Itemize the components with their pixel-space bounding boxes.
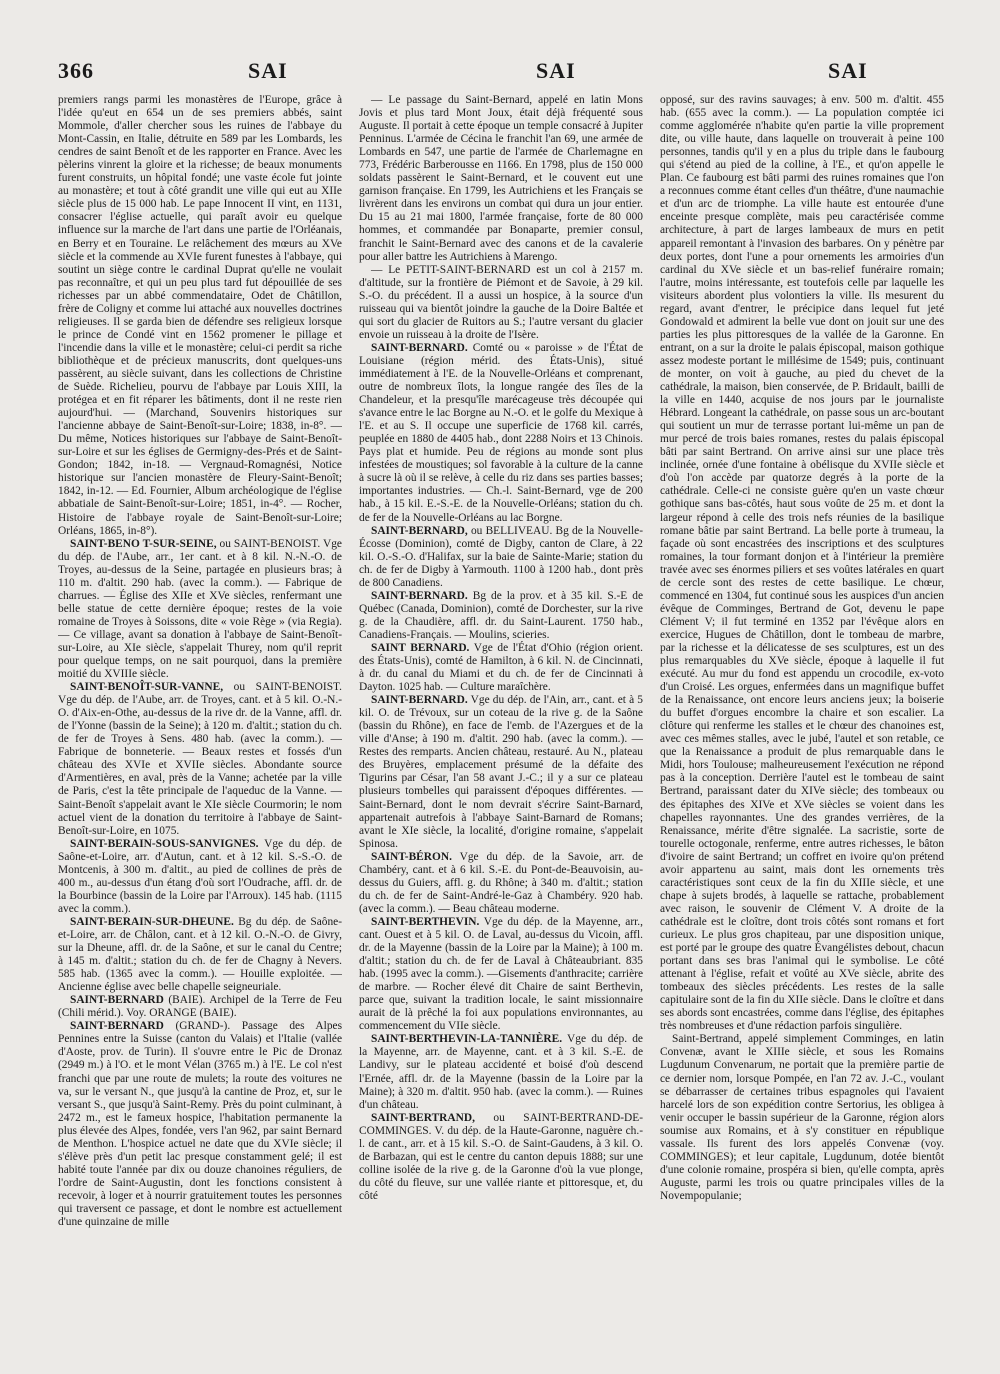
- entry-headword: SAINT-BENOÎT-SUR-VANNE,: [70, 681, 224, 694]
- entry-paragraph: [58, 916, 342, 994]
- entry-text: ou SAINT-BENOIST. Vge du dép. de l'Aube, arr., 1er cant. et à 8 kil. N.-N.-O. de Troyes, au-dessus de la Seine, partagée en plusieurs bras; à 110 m. d'altit. 290 hab. (avec la comm.). — Fabrique de charrues. — Église des XIIe et XVe siècles, renfermant une belle statue de cette dernière époque; restes de la voie romaine de Troyes à Soissons, dite « voie Rège » (via Regia). — Ce village, avant sa donation à l'abbaye de Saint-Benoît-sur-Loire, au XIe siècle, s'appelait Thurey, nom qu'il reprit pour quelque temps, on ne sait pourquoi, dans la première moitié du XVIIIe siècle.: [58, 537, 342, 681]
- entry-text: Comté ou « paroisse » de l'État de Louisiane (région mérid. des États-Unis), situé immédiatement à l'E. de la Nouvelle-Orléans et comprenant, outre de nombreux îlots, la longue rangée des îles de la Chandeleur, et la presqu'île marécageuse très découpée qui s'avance entre le lac Borgne au N.-O. et le golfe du Mexique à l'E. et au S. Il occupe une superficie de 1768 kil. carrés, peuplée en 1880 de 4405 hab., dont 2288 Noirs et 13 Chinois. Pays plat et humide. Peu de régions au monde sont plus infestées de moustiques; sol favorable à la culture de la canne à sucre là où il se relève, à celle du riz dans ses parties basses; importantes industries. — Ch.-l. Saint-Bernard, vge de 200 hab., à 15 kil. E.-S.-E. de la Nouvelle-Orléans; station du ch. de fer de la Nouvelle-Orléans au lac Borgne.: [359, 341, 643, 524]
- column-3: [660, 94, 944, 1356]
- entry-text: Vge du dép. de la Savoie, arr. de Chambéry, cant. et à 6 kil. S.-E. du Pont-de-Beauvoisin, au-dessus du Guiers, affl. g. du Rhône; à 340 m. d'altit.; station du ch. de fer de Saint-André-le-Gaz à Chambéry. 920 hab. (avec la comm.). — Beau château moderne.: [359, 850, 643, 915]
- entry-paragraph: [359, 590, 643, 642]
- entry-headword: SAINT-BERTHEVIN-LA-TANNIÈRE.: [371, 1033, 563, 1046]
- entry-headword: SAINT-BERNARD: [70, 994, 164, 1007]
- entry-paragraph: [359, 1033, 643, 1111]
- entry-headword: SAINT-BERNARD.: [371, 341, 468, 354]
- entry-paragraph: [359, 342, 643, 525]
- entry-text: Vge de l'État d'Ohio (région orient. des États-Unis), comté de Hamilton, à 6 kil. N. de Cincinnati, à dr. du canal du Miami et du ch. de fer de Cincinnati à Dayton. 1025 hab. — Culture maraîchère.: [359, 641, 643, 694]
- entry-text: ou BELLIVEAU. Bg de la Nouvelle-Écosse (Dominion), comté de Digby, canton de Clare, à 22 kil. O.-S.-O. d'Halifax, sur la baie de Sainte-Marie; station du ch. de fer de Digby à Yarmouth. 1100 à 1200 hab., dont près de 800 Canadiens.: [359, 524, 643, 589]
- entry-headword: SAINT-BERNARD.: [371, 589, 468, 602]
- running-head-center: SAI: [536, 58, 576, 83]
- entry-headword: SAINT-BÉRON.: [371, 850, 452, 863]
- page-number: 366: [58, 58, 94, 83]
- entry-headword: SAINT-BERAIN-SOUS-SANVIGNES.: [70, 837, 259, 850]
- entry-text: ou SAINT-BENOIST. Vge du dép. de l'Aube, arr. de Troyes, cant. et à 5 kil. O.-N.-O. d'Aix-en-Othe, au-dessus de la rive dr. de la Vanne, affl. dr. de l'Yonne (bassin de la Seine); à 120 m. d'altit.; station du ch. de fer de Troyes à Sens. 480 hab. (avec la comm.). — Fabrique de bonneterie. — Beaux restes et fossés d'un château des XVIe et XVIIe siècles. Abondante source d'Armentières, en aval, près de la Vanne; achetée par la ville de Paris, c'est la tête principale de l'aqueduc de la Vanne. — Saint-Benoît s'appelait avant le XIe siècle Courmorin; le nom actuel vient de la donation du territoire à l'abbaye de Saint-Benoît-sur-Loire, en 1075.: [58, 681, 342, 837]
- entry-paragraph: [58, 994, 342, 1020]
- running-head-left: SAI: [248, 58, 288, 83]
- entry-text: (GRAND-). Passage des Alpes Pennines entre la Suisse (canton du Valais) et l'Italie (vallée d'Aoste, prov. de Turin). Il s'ouvre entre le Pic de Dronaz (2949 m.) à l'O. et le mont Vélan (3765 m.) à l'E. Le col n'est franchi que par une route de mulets; la route des voitures ne va, sur le versant N., que jusqu'à la cantine de Proz, et, sur le versant S., que jusqu'à Saint-Remy. Près du point culminant, à 2472 m., est le fameux hospice, l'habitation permanente la plus élevée des Alpes, fondée, vers l'an 962, par saint Bernard de Menthon. L'hospice actuel ne date que du XVIe siècle; il s'élève près d'un petit lac presque constamment gelé; il est habité toute l'année par dix ou douze chanoines réguliers, de l'ordre de Saint-Augustin, dont les fonctions consistent à recevoir, à loger et à nourrir gratuitement toutes les personnes qui traversent ce passage, et dont le nombre est actuellement d'une quinzaine de mille: [58, 1020, 342, 1229]
- entry-text: Vge du dép. de l'Ain, arr., cant. et à 5 kil. O. de Trévoux, sur un coteau de la rive g. de la Saône (bassin du Rhône), en face de l'emb. de l'Azergues et de la ville d'Anse; à 190 m. d'altit. 290 hab. (avec la comm.). — Restes des remparts. Ancien château, restauré. Au N., plateau des Bruyères, emplacement présumé de la défaite des Tigurins par César, l'an 58 avant J.-C.; il y a sur ce plateau plusieurs tombelles qui paraissent d'époques différentes. — Saint-Bernard, dont le nom devrait s'écrire Saint-Barnard, appartenait autrefois à l'abbaye Saint-Barnard de Romans; avant le XIe siècle, la localité, d'origine romaine, s'appelait Spinosa.: [359, 694, 643, 850]
- entry-text: — Le PETIT-SAINT-BERNARD est un col à 2157 m. d'altitude, sur la frontière de Piémont et de Savoie, à 29 kil. S.-O. du précédent. Il a aussi un hospice, à la source d'un ruisseau qui va bientôt joindre la gauche de la Doire Baltée et qui sort du glacier de Ruitors au S.; l'autre versant du glacier envoie un ruisseau à la droite de l'Isère.: [359, 263, 643, 341]
- entry-headword: SAINT-BERNARD,: [371, 524, 468, 537]
- text-paragraph: [359, 264, 643, 342]
- text-paragraph: [660, 1033, 944, 1203]
- entry-paragraph: [359, 642, 643, 694]
- entry-paragraph: [58, 1020, 342, 1229]
- entry-text: Bg de la prov. et à 35 kil. S.-E de Québec (Canada, Dominion), comté de Dorchester, sur la rive g. de la Chaudière, affl. dr. du Saint-Laurent. 1750 hab., Canadiens-Français. — Moulins, scieries.: [359, 589, 643, 641]
- entry-paragraph: [359, 525, 643, 590]
- entry-headword: SAINT-BERNARD: [70, 1020, 164, 1033]
- running-head-right: SAI: [828, 58, 868, 83]
- entry-text: Bg du dép. de Saône-et-Loire, arr. de Châlon, cant. et à 12 kil. O.-N.-O. de Givry, sur la Dheune, affl. dr. de la Saône, et sur le canal du Centre; à 145 m. d'altit.; station du ch. de fer de Chagny à Nevers. 585 hab. (1365 avec la comm.). — Houille exploitée. — Ancienne église avec belle chapelle seigneuriale.: [58, 915, 342, 994]
- entry-text: Vge du dép. de Saône-et-Loire, arr. d'Autun, cant. et à 12 kil. S.-S.-O. de Montcenis, à 300 m. d'altit., au pied de collines de près de 400 m., au-dessus d'un étang d'où sort l'Oudrache, affl. dr. de la Bourbince (bassin de la Loire par l'Arroux). 145 hab. (1115 avec la comm.).: [58, 837, 342, 915]
- text-columns: [58, 94, 944, 1356]
- entry-paragraph: [58, 681, 342, 838]
- entry-text: — Le passage du Saint-Bernard, appelé en latin Mons Jovis et plus tard Mont Joux, était déjà fréquenté sous Auguste. Il portait à cette époque un temple consacré à Jupiter Penninus. L'armée de Cécina le franchit l'an 69, une armée de Lombards en 547, une partie de l'armée de Charlemagne en 773, Frédéric Barberousse en 1166. En 1798, plus de 150 000 soldats passèrent le Saint-Bernard, et le couvent eut une garnison française. En 1799, les Autrichiens et les Français se livrèrent dans les environs un combat qui dura un jour entier. Du 15 au 21 mai 1800, l'armée française, forte de 80 000 hommes, et commandée par Bonaparte, premier consul, franchit le Saint-Bernard avec des canons et de la cavalerie pour aller battre les Autrichiens à Marengo.: [359, 94, 643, 263]
- text-paragraph: [359, 94, 643, 264]
- entry-headword: SAINT-BERTRAND,: [371, 1111, 475, 1124]
- entry-text: premiers rangs parmi les monastères de l'Europe, grâce à l'idée qu'eut en 654 un de ses premiers abbés, saint Mommole, d'aller chercher sous les ruines de l'abbaye du Mont-Cassin, en Italie, détruite en 589 par les Lombards, les cendres de saint Benoît et de les rapporter en France. Avec les pèlerins vinrent la gloire et la richesse; de beaux monuments furent construits, un hôpital fondé; une vaste école fut jointe au monastère; et tout à côté grandit une ville qui eut au XIIe siècle plus de 15 000 hab. Le pape Innocent II vint, en 1131, consacrer l'église actuelle, qui paraît avoir eu quelque influence sur la marche de l'art dans une partie de l'Orléanais, en Berry et en Touraine. Le relâchement des mœurs au XVe siècle et la commende au XVIe furent funestes à l'abbaye, qui soutint un siège contre le cardinal Duprat qu'elle ne voulait pas reconnaître, et qui un peu plus tard fut dépouillée de ses richesses par un abbé commendataire, Odet de Châtillon, frère de Coligny et comme lui attaché aux nouvelles doctrines religieuses. Il se garda bien de défendre ses religieux lorsque le prince de Condé vint en 1562 promener le pillage et l'incendie dans la ville et le monastère; celui-ci perdit sa riche bibliothèque et de précieux manuscrits, dont quelques-uns passèrent, au siècle suivant, dans les collections de Christine de Suède. Richelieu, pourvu de l'abbaye par Louis XIII, la protégea et en fit réparer les bâtiments, dont il ne reste rien aujourd'hui. — (Marchand, Souvenirs historiques sur l'ancienne abbaye de Saint-Benoît-sur-Loire; 1838, in-8°. — Du même, Notices historiques sur l'abbaye de Saint-Benoît-sur-Loire et sur les églises de Germigny-des-Prés et de Saint-Gondon; 1842, in-18. — Vergnaud-Romagnési, Notice historique sur l'ancien monastère de Fleury-Saint-Benoît; 1842, in-12. — Ed. Fournier, Album archéologique de l'église abbatiale de Saint-Benoît-sur-Loire; 1851, in-4°. — Rocher, Histoire de l'abbaye royale de Saint-Benoît-sur-Loire; Orléans, 1865, in-8°).: [58, 94, 342, 537]
- entry-text: opposé, sur des ravins sauvages; à env. 500 m. d'altit. 455 hab. (655 avec la comm.). — La population comptée ici comme agglomérée n'habite qu'en partie la ville proprement dite, ou ville haute, dans laquelle on trouverait à peine 100 personnes, tandis qu'il y en a plus du triple dans le faubourg qui s'étend au pied de la colline, à l'E., et qu'on appelle le Plan. Ce faubourg est bâti parmi des ruines romaines que l'on a reconnues comme étant celles d'un théâtre, d'une naumachie et d'un arc de triomphe. La ville haute est entourée d'une enceinte presque complète, mais peu caractérisée comme architecture, à part de larges lambeaux de murs en petit appareil remontant à l'invasion des barbares. On y pénètre par deux portes, dont l'une a pour ornements les armoiries d'un cardinal du XVe siècle et un bas-relief funéraire romain; l'autre, moins intéressante, est toutefois celle par laquelle les visiteurs abordent plus volontiers la ville. Ils mesurent du regard, avant d'entrer, le précipice dans lequel fut jeté Gondowald et admirent la belle vue dont on jouit sur une des parties les plus pittoresques de la vallée de la Garonne. En entrant, on a sur la droite le palais épiscopal, maison gothique assez modeste portant le millésime de 1549; puis, continuant de monter, on voit à gauche, au pied du chevet de la cathédrale, la maison, bien conservée, de P. Bridault, bailli de la ville en 1440, acquise de nos jours par le journaliste Hébrard. Longeant la cathédrale, on passe sous un arc-boutant qui soutient un mur de terrasse portant lui-même un pan de mur percé de trois baies romanes, restes du palais épiscopal bâti par saint Bertrand. On arrive ainsi sur une place très inclinée, ornée d'une fontaine à obélisque du XVIIe siècle et d'où l'on accède par quatorze degrés à la porte de la cathédrale. Celle-ci ne consiste guère qu'en un vaste chœur gothique sans bas-côtés, haut sous voûte de 25 m. et dont la largeur répond à celle des trois nefs réunies de la basilique romane bâtie par saint Bertrand. La belle porte à trumeau, la façade où sont encastrées des inscriptions et des sculptures romaines, la tour formant donjon et à l'intérieur la première travée avec ses énormes piliers et ses voûtes latérales en quart de cercle sont des restes de cette basilique. Le chœur, commencé en 1304, fut continué sous les auspices d'un ancien évêque de Comminges, Bertrand de Got, devenu le pape Clément V; il fut terminé en 1352 par l'évêque alors en exercice, Hugues de Châtillon, dont le tombeau de marbre, par la richesse et la délicatesse de ses sculptures, est un des plus remarquables du XVe siècle, époque à laquelle il fut exécuté. Au mur du fond est appendu un crocodile, ex-voto d'un Croisé. Les orgues, enfermées dans un magnifique buffet de la Renaissance, ont encore leurs anciens jeux; la boiserie du buffet d'orgues encombre la chaire et son escalier. La clôture qui renferme les stalles et le chœur des chanoines est, avec ces mêmes stalles, avec le jubé, l'autel et son retable, ce que la Renaissance a produit de plus remarquable dans le Midi, hors Toulouse; malheureusement l'exécution ne répond pas à la conception. Derrière l'autel est le tombeau de saint Bertrand, paraissant dater du XIVe siècle; des tombeaux ou des épitaphes des XIVe et XVe siècles se voient dans les chapelles rayonnantes. Une des grandes verrières, de la Renaissance, mérite d'être signalée. La sacristie, sorte de tourelle octogonale, renferme, entre autres richesses, le bâton d'ivoire de saint Bertrand; un coffret en ivoire qu'on prétend avoir appartenu au saint, mais dont les ornements très caractéristiques sont ceux de la fin du XIIIe siècle, et une chape à sujets brodés, à laquelle se rattache, probablement avec raison, le souvenir de Clément V. A droite de la cathédrale est le cloître, dont trois côtés sont romans et fort curieux. Le plus gros chapiteau, par une disposition unique, est porté par le groupe des quatre Évangélistes debout, chacun portant dans ses bras l'animal qui le symbolise. Le côté attenant à l'église, refait et voûté au XVe siècle, abrite des tombeaux des siècles précédents. Les restes de la salle capitulaire sont de la fin du XIIe siècle. Dans le cloître et dans ses abords sont encastrées, comme dans l'église, des épitaphes très nombreuses et d'une rédaction parfois singulière.: [660, 94, 944, 1033]
- entry-text: Vge du dép. de la Mayenne, arr. de Mayenne, cant. et à 3 kil. S.-E. de Landivy, sur le plateau accidenté et boisé d'où descend l'Ernée, affl. dr. de la Mayenne (bassin de la Loire par la Maine); à 320 m. d'altit. 950 hab. (avec la comm.). — Ruines d'un château.: [359, 1033, 643, 1111]
- entry-headword: SAINT-BERTHEVIN.: [371, 915, 480, 928]
- entry-paragraph: [359, 851, 643, 916]
- entry-paragraph: [359, 1112, 643, 1203]
- entry-paragraph: [359, 694, 643, 851]
- entry-headword: SAINT BERNARD.: [371, 641, 470, 654]
- entry-headword: SAINT-BERAIN-SUR-DHEUNE.: [70, 915, 234, 928]
- entry-headword: SAINT-BERNARD.: [371, 694, 468, 707]
- entry-headword: SAINT-BENO T-SUR-SEINE,: [70, 537, 217, 550]
- page-header: [58, 58, 940, 86]
- entry-text: (BAIE). Archipel de la Terre de Feu (Chili mérid.). Voy. ORANGE (BAIE).: [58, 994, 342, 1020]
- column-1: [58, 94, 342, 1356]
- entry-paragraph: [58, 838, 342, 916]
- entry-text: Vge du dép. de la Mayenne, arr., cant. Ouest et à 5 kil. O. de Laval, au-dessus du Vicoin, affl. dr. de la Mayenne (bassin de la Loire par la Maine); à 100 m. d'altit.; station du ch. de fer de Laval à Châteaubriant. 835 hab. (1995 avec la comm.). —Gisements d'anthracite; carrière de marbre. — Rocher élevé dit Chaire de saint Berthevin, parce que, suivant la tradition locale, le saint missionnaire aurait de là prêché la foi aux populations environnantes, au commencement du VIIe siècle.: [359, 915, 643, 1033]
- text-paragraph: [58, 94, 342, 538]
- entry-paragraph: [359, 916, 643, 1033]
- entry-text: ou SAINT-BERTRAND-DE-COMMINGES. V. du dép. de la Haute-Garonne, naguère ch.-l. de cant., arr. et à 15 kil. S.-O. de Saint-Gaudens, à 3 kil. O. de Barbazan, qui est le centre du canton depuis 1888; sur une colline isolée de la rive g. de la Garonne d'où la vue plonge, du côté du fleuve, sur une vallée riante et pittoresque, et, du côté: [359, 1111, 643, 1202]
- entry-text: Saint-Bertrand, appelé simplement Comminges, en latin Convenæ, avant le XIIIe siècle, et sous les Romains Lugdunum Convenarum, ne portait que la première partie de ce dernier nom, lorsque Pompée, en l'an 72 av. J.-C., voulant se débarrasser de certaines tribus espagnoles qui l'avaient harcelé lors de son expédition contre Sertorius, les obligea à venir occuper le bassin supérieur de la Garonne, région alors soumise aux Romains, et à s'y constituer en république vassale. Ils furent des lors appelés Convenæ (voy. COMMINGES); et leur capitale, Lugdunum, dotée bientôt d'une colonie romaine, prospéra si bien, qu'elle compta, après Auguste, parmi les trois ou quatre principales villes de la Novempopulanie;: [660, 1033, 944, 1202]
- entry-paragraph: [58, 538, 342, 682]
- column-2: [359, 94, 643, 1356]
- text-paragraph: [660, 94, 944, 1033]
